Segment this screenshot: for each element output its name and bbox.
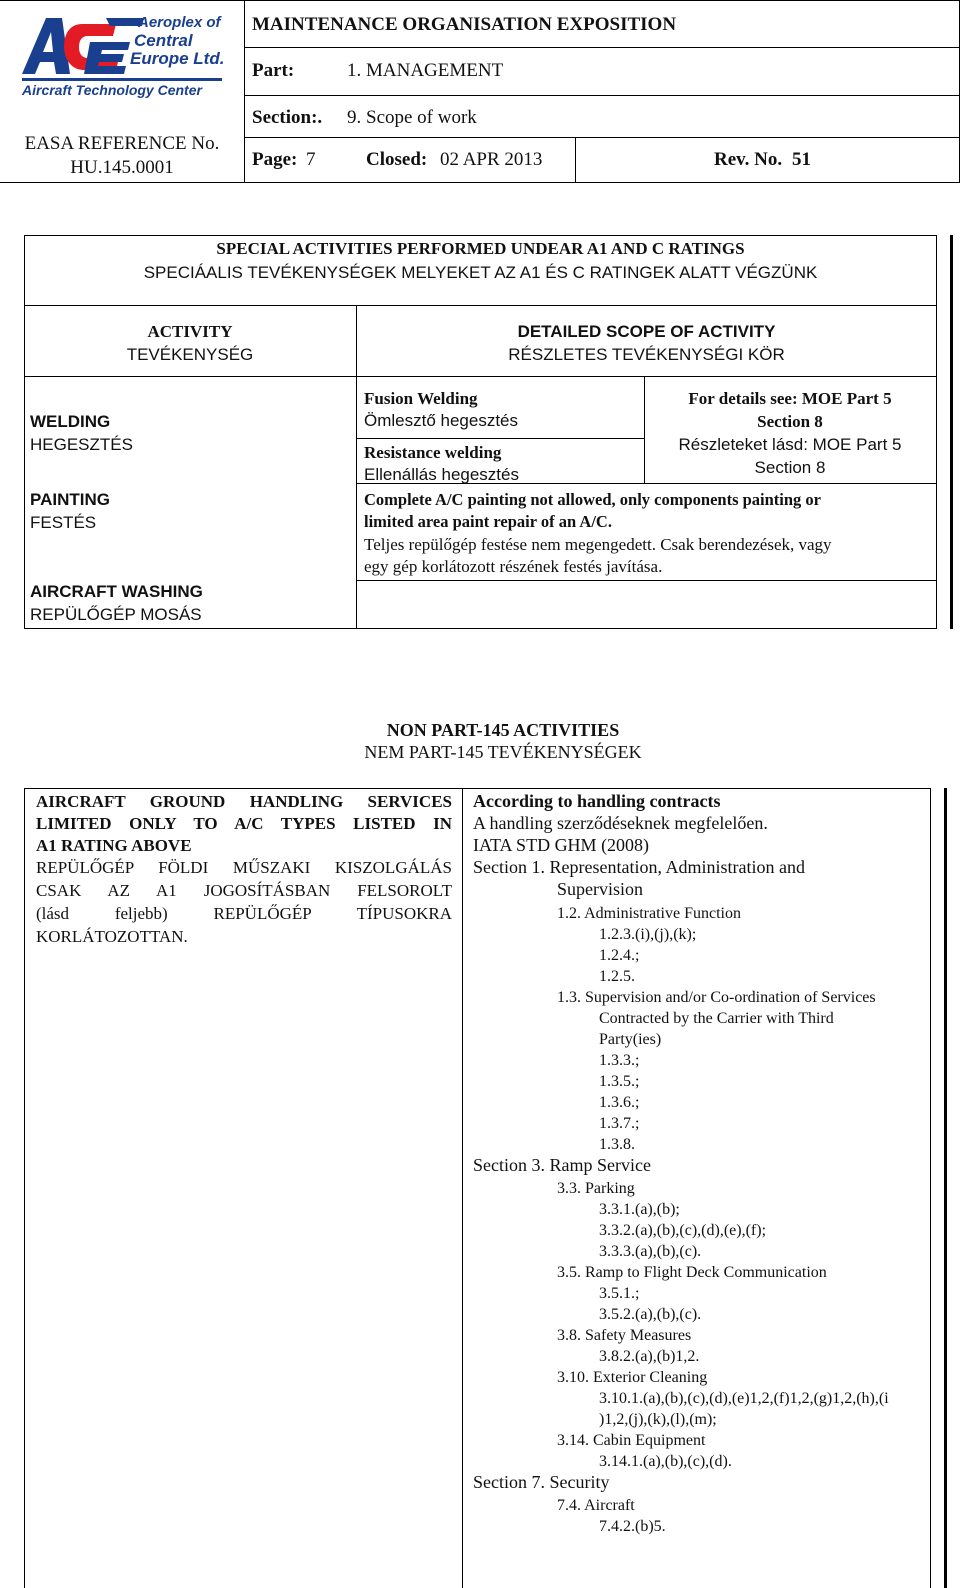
details-reference-hu-2: Section 8 <box>754 458 826 477</box>
item-3-3: 3.3. Parking <box>557 1180 635 1197</box>
activity-welding-hu: HEGESZTÉS <box>30 435 133 454</box>
item-1-3-cont-1: Contracted by the Carrier with Third <box>599 1010 834 1027</box>
header-divider-2 <box>244 95 960 96</box>
t2-border-right <box>930 788 931 1588</box>
item-3-3-2: 3.3.2.(a),(b),(c),(d),(e),(f); <box>599 1222 767 1239</box>
scope-header-hu: RÉSZLETES TEVÉKENYSÉGI KÖR <box>508 345 785 364</box>
section-7-heading: Section 7. Security <box>473 1472 610 1492</box>
details-reference-en-1: For details see: MOE Part 5 <box>688 389 892 408</box>
logo-line-3: Europe Ltd. <box>130 49 225 68</box>
item-1-3-5: 1.3.5.; <box>599 1073 640 1090</box>
header-divider-1 <box>244 47 960 48</box>
item-3-5-1: 3.5.1.; <box>599 1285 640 1302</box>
item-7-4: 7.4. Aircraft <box>557 1497 635 1514</box>
part-value: 1. MANAGEMENT <box>347 60 504 81</box>
painting-detail-hu-2: egy gép korlátozott részének festés javítása. <box>364 557 663 576</box>
painting-detail-en-2: limited area paint repair of an A/C. <box>364 512 612 531</box>
ground-handling-hu-2: CSAK AZ A1 JOGOSÍTÁSBAN FELSOROLT <box>36 881 452 900</box>
item-1-3-3: 1.3.3.; <box>599 1052 640 1069</box>
t2-col-divider <box>462 788 463 1588</box>
activity-painting-hu: FESTÉS <box>30 513 97 532</box>
special-title-hu: SPECIÁALIS TEVÉKENYSÉGEK MELYEKET AZ A1 ÉS C RATINGEK ALATT VÉGZÜNK <box>143 263 818 282</box>
item-1-3-6: 1.3.6.; <box>599 1094 640 1111</box>
section-1-heading: Section 1. Representation, Administration and <box>473 857 805 877</box>
revision-value: 51 <box>792 149 811 170</box>
header-divider-closed <box>575 137 576 183</box>
part-label: Part: <box>252 60 295 81</box>
item-3-3-3: 3.3.3.(a),(b),(c). <box>599 1243 702 1260</box>
header-border-bottom <box>0 182 960 183</box>
section-value: 9. Scope of work <box>347 107 477 128</box>
easa-reference-label: EASA REFERENCE No. <box>24 133 220 154</box>
t1-border-top <box>24 235 937 236</box>
item-1-2-3: 1.2.3.(i),(j),(k); <box>599 926 697 943</box>
ground-handling-hu-1: REPÜLŐGÉP FÖLDI MŰSZAKI KISZOLGÁLÁS <box>36 858 452 877</box>
item-3-10-1-cont: )1,2,(j),(k),(l),(m); <box>599 1411 717 1428</box>
item-3-14: 3.14. Cabin Equipment <box>557 1432 706 1449</box>
item-1-3-8: 1.3.8. <box>599 1136 635 1153</box>
closed-value: 02 APR 2013 <box>440 149 543 170</box>
item-7-4-2: 7.4.2.(b)5. <box>599 1518 666 1535</box>
easa-reference-number: HU.145.0001 <box>70 157 174 178</box>
item-1-2-4: 1.2.4.; <box>599 947 640 964</box>
item-3-10: 3.10. Exterior Cleaning <box>557 1369 708 1386</box>
header-border-top <box>0 0 960 1</box>
document-header <box>0 0 960 185</box>
item-1-2: 1.2. Administrative Function <box>557 905 741 922</box>
scope-header-en: DETAILED SCOPE OF ACTIVITY <box>517 322 776 341</box>
ground-handling-hu-4: KORLÁTOZOTTAN. <box>36 927 188 946</box>
resistance-welding-en: Resistance welding <box>364 443 502 462</box>
ground-handling-en-1: AIRCRAFT GROUND HANDLING SERVICES <box>36 792 452 811</box>
section-label: Section:. <box>252 107 323 128</box>
resistance-welding-hu: Ellenállás hegesztés <box>364 465 519 484</box>
painting-detail-en-1: Complete A/C painting not allowed, only components painting or <box>364 490 822 509</box>
item-3-8-2: 3.8.2.(a),(b)1,2. <box>599 1348 700 1365</box>
logo-line-1: Aeroplex of <box>138 14 221 31</box>
t1-row-divider-1 <box>24 305 937 306</box>
t1-row-divider-2 <box>24 376 937 377</box>
activity-painting-en: PAINTING <box>30 490 110 509</box>
item-1-2-5: 1.2.5. <box>599 968 635 985</box>
page-value: 7 <box>306 149 316 170</box>
t1-change-bar <box>950 235 953 629</box>
non145-title-en: NON PART-145 ACTIVITIES <box>386 720 620 740</box>
item-1-3-7: 1.3.7.; <box>599 1115 640 1132</box>
t1-border-right <box>936 235 937 629</box>
details-reference-en-2: Section 8 <box>757 412 823 431</box>
item-3-14-1: 3.14.1.(a),(b),(c),(d). <box>599 1453 732 1470</box>
ground-handling-hu-3: (lásd feljebb) REPÜLŐGÉP TÍPUSOKRA <box>36 904 452 923</box>
t1-welding-divider <box>356 438 644 439</box>
company-logo <box>20 12 225 100</box>
section-3-heading: Section 3. Ramp Service <box>473 1155 651 1175</box>
logo-line-2: Central <box>134 31 193 50</box>
easa-reference <box>0 132 244 180</box>
header-divider-vertical <box>244 0 245 183</box>
activity-washing-hu: REPÜLŐGÉP MOSÁS <box>30 605 202 624</box>
revision-label: Rev. No. <box>714 149 783 170</box>
t2-border-top <box>24 788 931 789</box>
item-3-5-2: 3.5.2.(a),(b),(c). <box>599 1306 702 1323</box>
closed-label: Closed: <box>366 149 428 170</box>
handling-contracts-heading-hu: A handling szerződéseknek megfelelően. <box>473 813 768 833</box>
item-1-3-cont-2: Party(ies) <box>599 1031 662 1048</box>
t2-change-bar <box>944 788 947 1588</box>
page-label: Page: <box>252 149 298 170</box>
t1-painting-divider-bottom <box>356 580 937 581</box>
iata-standard: IATA STD GHM (2008) <box>473 835 650 855</box>
activity-header-en: ACTIVITY <box>147 322 233 341</box>
item-3-5: 3.5. Ramp to Flight Deck Communication <box>557 1264 827 1281</box>
t1-border-left <box>24 235 25 629</box>
item-3-10-1: 3.10.1.(a),(b),(c),(d),(e)1,2,(f)1,2,(g)1,2,(h),(i <box>599 1390 889 1407</box>
document-title: MAINTENANCE ORGANISATION EXPOSITION <box>252 14 677 35</box>
activity-header-hu: TEVÉKENYSÉG <box>126 345 254 364</box>
fusion-welding-en: Fusion Welding <box>364 389 478 408</box>
details-reference-hu-1: Részleteket lásd: MOE Part 5 <box>678 435 902 454</box>
ground-handling-en-3: A1 RATING ABOVE <box>36 836 192 855</box>
ground-handling-en-2: LIMITED ONLY TO A/C TYPES LISTED IN <box>36 814 452 833</box>
item-3-3-1: 3.3.1.(a),(b); <box>599 1201 680 1218</box>
non145-title-hu: NEM PART-145 TEVÉKENYSÉGEK <box>364 742 642 762</box>
handling-contracts-heading: According to handling contracts <box>473 791 721 811</box>
header-divider-3 <box>244 137 960 138</box>
painting-detail-hu-1: Teljes repülőgép festése nem megengedett. Csak berendezések, vagy <box>364 535 832 554</box>
section-1-heading-cont: Supervision <box>557 879 644 899</box>
item-3-8: 3.8. Safety Measures <box>557 1327 692 1344</box>
activity-welding-en: WELDING <box>30 412 111 431</box>
t2-border-left <box>24 788 25 1588</box>
item-1-3: 1.3. Supervision and/or Co-ordination of Services <box>557 989 876 1006</box>
t1-border-bottom <box>24 628 937 629</box>
logo-tagline: Aircraft Technology Center <box>22 82 202 98</box>
activity-washing-en: AIRCRAFT WASHING <box>30 582 203 601</box>
fusion-welding-hu: Ömlesztő hegesztés <box>364 411 519 430</box>
special-title-en: SPECIAL ACTIVITIES PERFORMED UNDEAR A1 AND C RATINGS <box>216 239 745 258</box>
